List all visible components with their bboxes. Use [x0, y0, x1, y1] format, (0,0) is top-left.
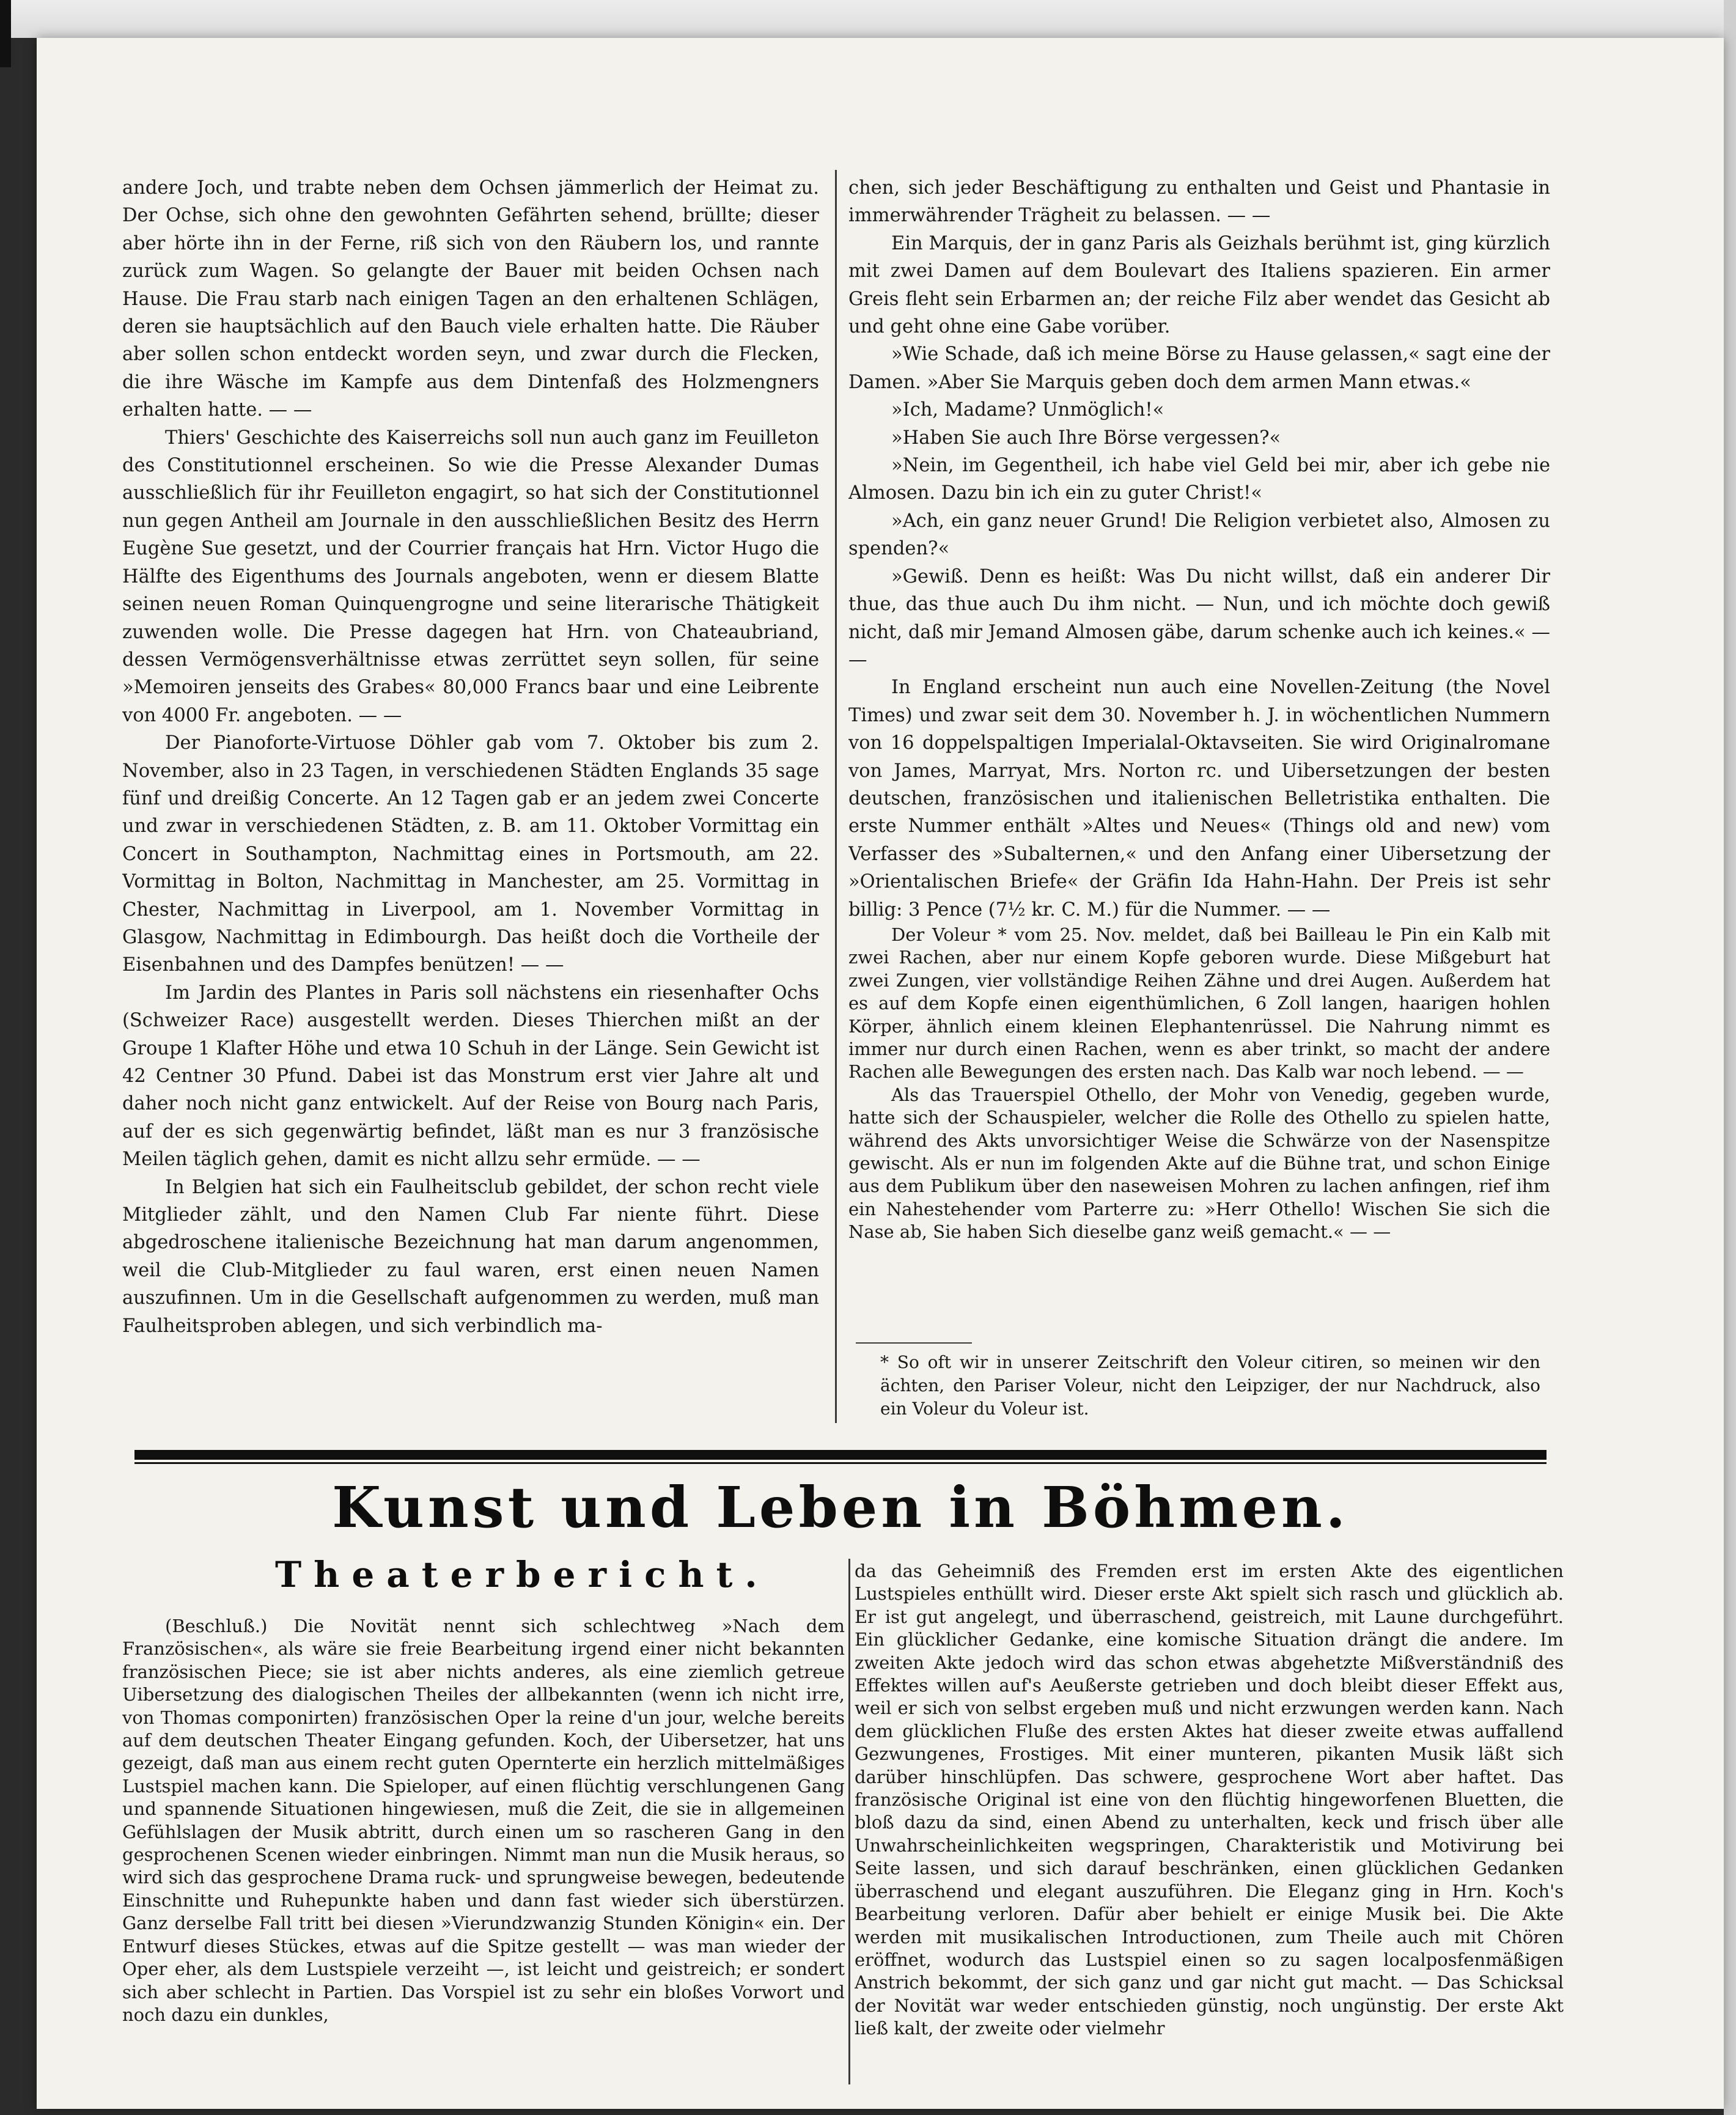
paragraph: Thiers' Geschichte des Kaiserreichs soll nun auch ganz im Feuilleton des Constitutionnel erscheinen. So wie die Presse Alexander Dumas ausschließlich für ihr Feuilleton engagirt, so hat sich der Constitutionnel nun gegen Antheil am Journale in den ausschließlichen Besitz des Herrn Eugène Sue gesetzt, und der Courrier français hat Hrn. Victor Hugo die Hälfte des Eigenthums des Journals angeboten, wenn er diesem Blatte seinen neuen Roman Quinquengrogne und seine literarische Thätigkeit zuwenden wolle. Die Presse dagegen hat Hrn. von Chateaubriand, dessen Vermögensverhältnisse etwas zerrüttet seyn sollen, für seine »Memoiren jenseits des Grabes« 80,000 Francs baar und eine Leibrente von 4000 Fr. angeboten. — — — [122, 427, 819, 726]
paragraph: Ein Marquis, der in ganz Paris als Geizhals berühmt ist, ging kürzlich mit zwei Damen auf dem Boulevart des Italiens spazieren. Ein armer Greis fleht sein Erbarmen an; der reiche Filz aber wendet das Gesicht ab und geht ohne eine Gabe vorüber. — [848, 232, 1550, 338]
upper-right-column — [848, 174, 1550, 1412]
paragraph: In England erscheint nun auch eine Novellen-Zeitung (the Novel Times) und zwar seit dem 30. November h. J. in wöchentlichen Nummern von 16 doppelspaltigen Imperialal-Oktavseiten. Sie wird Originalromane von James, Marryat, Mrs. Norton rc. und Uibersetzungen der besten deutschen, französischen und italienischen Belletristika enthalten. Die erste Nummer enthält »Altes und Neues« (Things old and new) vom Verfasser des »Subalternen,« und den Anfang einer Uibersetzung der »Orientalischen Briefe« der Gräfin Ida Hahn-Hahn. Der Preis ist sehr billig: 3 Pence (7½ kr. C. M.) für die Nummer. — — — [848, 677, 1550, 921]
paragraph: »Ich, Madame? Unmöglich!« — [891, 399, 1164, 421]
column-rule-lower — [848, 1559, 850, 2084]
paragraph: »Nein, im Gegentheil, ich habe viel Geld bei mir, aber ich gebe nie Almosen. Dazu bin ich ein zu guter Christ!« — [848, 455, 1550, 504]
scan-left-edge — [0, 0, 11, 67]
paragraph: Im Jardin des Plantes in Paris soll nächstens ein riesenhafter Ochs (Schweizer Race) ausgestellt werden. Dieses Thierchen mißt an der Groupe 1 Klafter Höhe und etwa 10 Schuh in der Länge. Sein Gewicht ist 42 Centner 30 Pfund. Dabei ist das Monstrum erst vier Jahre alt und daher noch nicht ganz entwickelt. Auf der Reise von Bourg nach Paris, auf der es sich gegenwärtig befindet, läßt man es nur 3 französische Meilen täglich gehen, damit es nicht allzu sehr ermüde. — — — [122, 982, 819, 1171]
paragraph: »Gewiß. Denn es heißt: Was Du nicht willst, daß ein anderer Dir thue, das thue auch Du ihm nicht. — Nun, und ich möchte doch gewiß nicht, daß mir Jemand Almosen gäbe, darum schenke auch ich keines.« — — — [848, 565, 1550, 671]
paragraph: da das Geheimniß des Fremden erst im ersten Akte des eigentlichen Lustspieles enthüllt wird. Dieser erste Akt spielt sich rasch und glücklich ab. Er ist gut angelegt, und überraschend, geistreich, mit Laune durchgeführt. Ein glücklicher Gedanke, eine komische Situation drängt die andere. Im zweiten Akte jedoch wird das schon etwas abgehetzte Mißverständniß des Effektes willen auf's Aeußerste getrieben und doch bleibt dieser Effekt aus, weil er sich von selbst ergeben muß und nicht erzwungen werden kann. Nach dem glücklichen Fluße des ersten Aktes hat dieser zweite etwas auffallend Gezwungenes, Frostiges. Mit einer munteren, pikanten Musik läßt sich darüber hinschlüpfen. Das schwere, gesprochene Wort aber haftet. Das französische Original ist eine von den flüchtig hingeworfenen Bluetten, die bloß dazu da sind, einen Abend zu unterhalten, keck und frisch über alle Unwahrscheinlichkeiten wegspringen, Charakteristik und Motivirung bei Seite lassen, und sich darauf beschränken, einen glücklichen Gedanken überraschend und elegant auszuführen. Die Eleganz ging in Hrn. Koch's Bearbeitung verloren. Dafür aber behielt er einige Musik bei. Die Akte werden mit musikalischen Introductionen, zum Theile auch mit Chören eröffnet, wodurch das Lustspiel einen so zu sagen localposfenmäßigen Anstrich bekommt, der sich ganz und gar nicht gut macht. — Das Schicksal der Novität war weder entschieden günstig, noch ungünstig. Der erste Akt ließ kalt, der zweite oder vielmehr — [855, 1561, 1564, 2039]
article-subtitle: Theaterbericht. — [275, 1554, 770, 1595]
column-rule-upper — [835, 170, 837, 1423]
paragraph: In Belgien hat sich ein Faulheitsclub gebildet, der schon recht viele Mitglieder zählt, und den Namen Club Far niente führt. Diese abgedroschene italienische Bezeichnung hat man darum angenommen, weil die Club-Mitglieder zu faul waren, erst einen neuen Namen auszufinnen. Um in die Gesellschaft aufgenommen zu werden, muß man Faulheitsproben ablegen, und sich verbindlich ma- — [122, 1176, 819, 1337]
paragraph: »Wie Schade, daß ich meine Börse zu Hause gelassen,« sagt eine der Damen. »Aber Sie Marquis geben doch dem armen Mann etwas.« — [848, 344, 1550, 393]
paragraph: »Haben Sie auch Ihre Börse vergessen?« — [891, 427, 1281, 449]
scan-right-edge — [1724, 0, 1736, 2115]
paragraph: chen, sich jeder Beschäftigung zu enthalten und Geist und Phantasie in immerwährender Trägheit zu belassen. — — — [848, 177, 1550, 227]
footnote: * So oft wir in unserer Zeitschrift den Voleur citiren, so meinen wir den ächten, den Pariser Voleur, nicht den Leipziger, der nur Nachdruck, also ein Voleur du Voleur ist. — [880, 1352, 1540, 1419]
paragraph: Der Voleur * vom 25. Nov. meldet, daß bei Bailleau le Pin ein Kalb mit zwei Rachen, aber nur einem Kopfe geboren wurde. Diese Mißgeburt hat zwei Zungen, vier vollständige Reihen Zähne und drei Augen. Außerdem hat es auf dem Kopfe einen eigenthümlichen, 6 Zoll langen, haarigen hohlen Körper, ähnlich einem kleinen Elephantenrüssel. Die Nahrung nimmt es immer nur durch einen Rachen, wenn es aber trinkt, so macht der andere Rachen alle Bewegungen des ersten nach. Das Kalb war noch lebend. — — — [848, 924, 1550, 1083]
section-title: Kunst und Leben in Böhmen. — [332, 1474, 1349, 1540]
section-divider-thin — [134, 1462, 1547, 1464]
scan-top-edge — [0, 0, 1736, 38]
paragraph: (Beschluß.) Die Novität nennt sich schlechtweg »Nach dem Französischen«, als wäre sie freie Bearbeitung irgend einer nicht bekannten französischen Piece; sie ist aber nichts anderes, als eine ziemlich getreue Uibersetzung des dialogischen Theiles der allbekannten (wenn ich nicht irre, von Thomas componirten) französischen Oper la reine d'un jour, welche bereits auf dem deutschen Theater Eingang gefunden. Koch, der Uibersetzer, hat uns gezeigt, daß man aus einem recht guten Opernterte ein herzlich mittelmäßiges Lustspiel machen kann. Die Spieloper, auf einen flüchtig verschlungenen Gang und spannende Situationen hingewiesen, muß die Zeit, die sie in allgemeinen Gefühlslagen der Musik abtritt, durch einen um so rascheren Gang in den gesprochenen Scenen wieder einbringen. Nimmt man nun die Musik heraus, so wird sich das gesprochene Drama ruck- und sprungweise bewegen, bedeutende Einschnitte und Ruhepunkte haben und dann fast wieder sich überstürzen. Ganz derselbe Fall tritt bei diesen »Vierundzwanzig Stunden Königin« ein. Der Entwurf dieses Stückes, etwas auf die Spitze gestellt — was man wieder der Oper eher, als dem Lustspiele verzeiht —, ist leicht und geistreich; er sondert sich aber schlecht in Partien. Das Vorspiel ist zu sehr ein bloßes Vorwort und noch dazu ein dunkles, — [122, 1616, 845, 2025]
upper-left-column — [122, 174, 819, 1412]
section-divider-thick — [134, 1450, 1547, 1460]
paragraph: Der Pianoforte-Virtuose Döhler gab vom 7. Oktober bis zum 2. November, also in 23 Tagen, in verschiedenen Städten Englands 35 sage fünf und dreißig Concerte. An 12 Tagen gab er an jedem zwei Concerte und zwar in verschiedenen Städten, z. B. am 11. Oktober Vormittag ein Concert in Southampton, Nachmittag eines in Portsmouth, am 22. Vormittag in Bolton, Nachmittag in Manchester, am 25. Vormittag in Chester, Nachmittag in Liverpool, am 1. November Vormittag in Glasgow, Nachmittag in Edimbourgh. Das heißt doch die Vortheile der Eisenbahnen und des Dampfes benützen! — — — [122, 732, 819, 976]
lower-right-column — [855, 1560, 1564, 2087]
paragraph: andere Joch, und trabte neben dem Ochsen jämmerlich der Heimat zu. Der Ochse, sich ohne den gewohnten Gefährten sehend, brüllte; dieser aber hörte ihn in der Ferne, riß sich von den Räubern los, und rannte zurück zum Wagen. So gelangte der Bauer mit beiden Ochsen nach Hause. Die Frau starb nach einigen Tagen an den erhaltenen Schlägen, deren sie hauptsächlich auf den Bauch viele erhalten hatte. Die Räuber aber sollen schon entdeckt worden seyn, und zwar durch die Flecken, die ihre Wäsche im Kampfe aus dem Dintenfaß des Holzmengners erhalten hatte. — — — [122, 177, 819, 421]
paragraph: »Ach, ein ganz neuer Grund! Die Religion verbietet also, Almosen zu spenden?« — [848, 510, 1550, 560]
footnote-rule — [856, 1342, 972, 1344]
paragraph: Als das Trauerspiel Othello, der Mohr von Venedig, gegeben wurde, hatte sich der Schauspieler, welcher die Rolle des Othello zu spielen hatte, während des Akts unvorsichtiger Weise die Schwärze von der Nasenspitze gewischt. Als er nun im folgenden Akte auf die Bühne trat, und schon Einige aus dem Publikum über den naseweisen Mohren zu lachen anfingen, rief ihm ein Nahestehender vom Parterre zu: »Herr Othello! Wischen Sie sich die Nase ab, Sie haben Sich dieselbe ganz weiß gemacht.« — — — [848, 1084, 1550, 1243]
lower-left-column — [122, 1615, 845, 2087]
